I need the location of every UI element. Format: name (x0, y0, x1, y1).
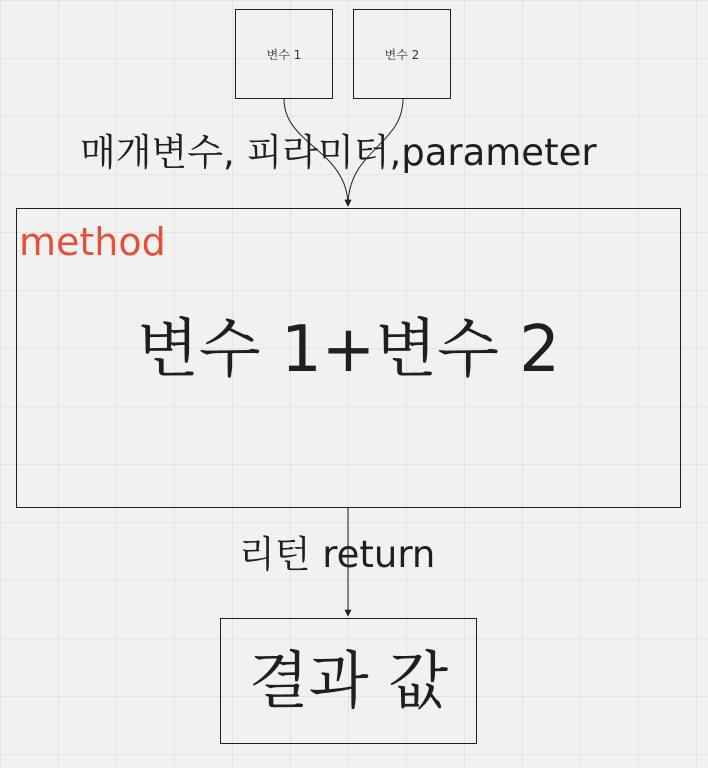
result-label: 결과 값 (248, 644, 449, 717)
variable-2-label: 변수 2 (384, 47, 420, 62)
parameter-edge-label: 매개변수, 피라미터,parameter (80, 131, 597, 174)
return-edge-label: 리턴 return (239, 533, 436, 576)
method-expression: 변수 1+변수 2 (136, 313, 561, 387)
method-title: method (19, 220, 166, 264)
result-node[interactable] (220, 618, 477, 744)
method-node[interactable] (16, 208, 681, 508)
variable-2-node[interactable] (353, 9, 451, 99)
variable-1-label: 변수 1 (266, 47, 302, 62)
variable-1-node[interactable] (235, 9, 333, 99)
